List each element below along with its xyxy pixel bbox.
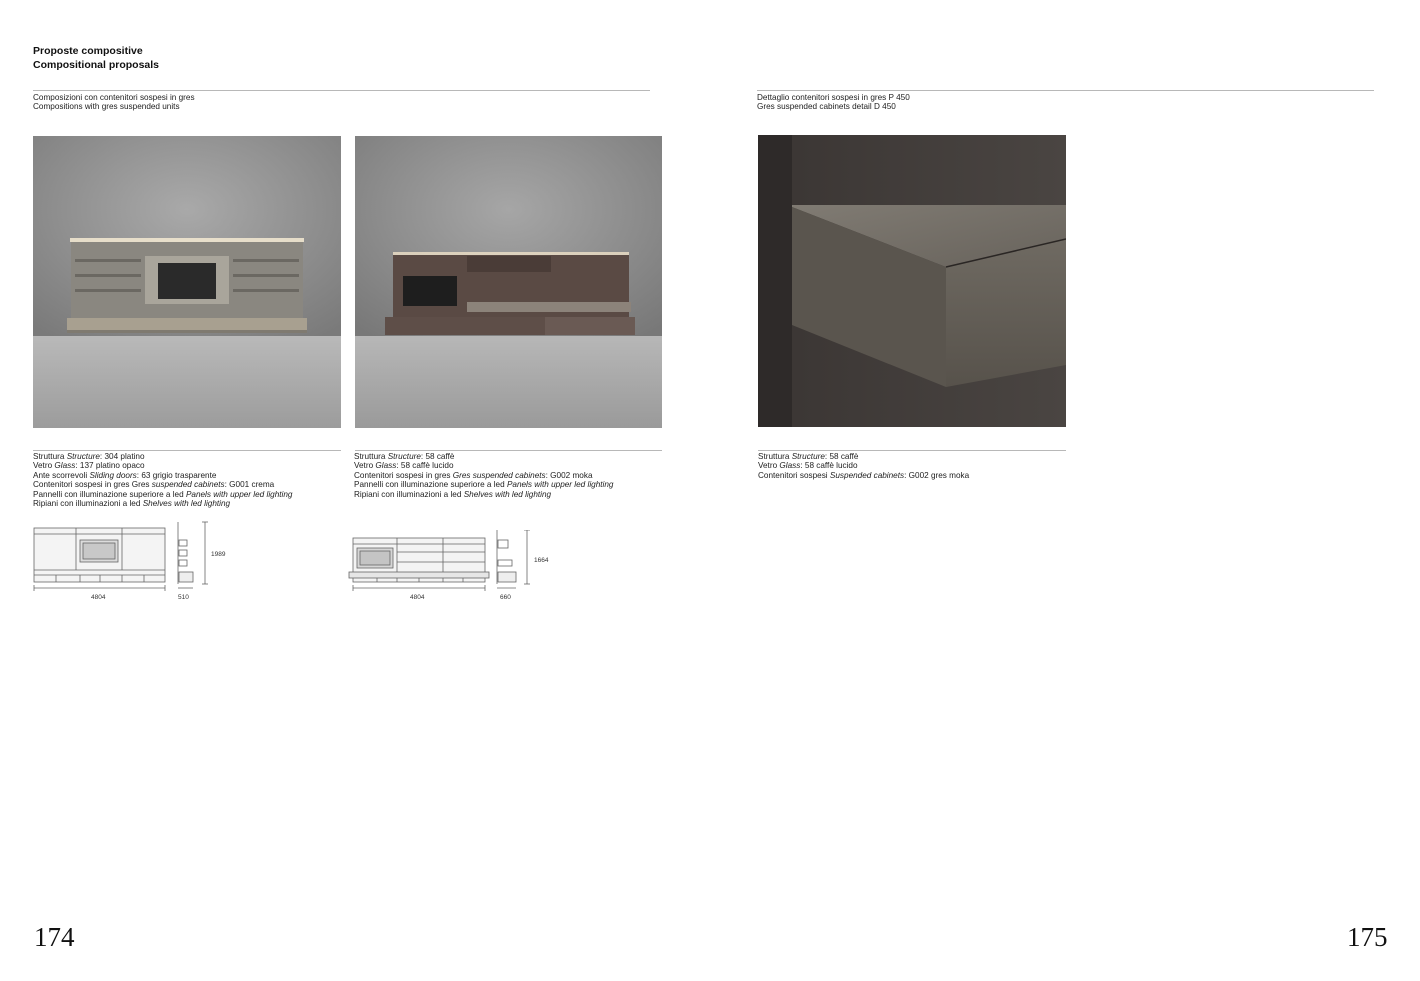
spec-line: Vetro Glass: 58 caffè lucido [354,461,454,471]
spec-line: Vetro Glass: 137 platino opaco [33,461,145,471]
right-section-caption-en: Gres suspended cabinets detail D 450 [757,102,896,112]
left-section-caption-en: Compositions with gres suspended units [33,102,180,112]
height-dimension: 1989 [211,551,226,558]
spec-line: Struttura Structure: 304 platino [33,452,145,461]
spec-line: Vetro Glass: 58 caffè lucido [758,461,858,471]
right-top-rule [757,90,1374,91]
right-section-caption [757,93,910,112]
right-section-caption-it: Dettaglio contenitori sospesi in gres P 450 [757,93,910,102]
detail-specs [758,452,969,480]
spec-line: Contenitori sospesi in gres Gres suspended cabinets: G001 crema [33,480,275,490]
depth-dimension: 660 [500,594,511,601]
spec-line: Pannelli con illuminazione superiore a led Panels with upper led lighting [33,489,293,499]
technical-drawing-2 [347,530,557,606]
spec-line: Ante scorrevoli Sliding doors: 63 grigio trasparente [33,470,217,480]
left-section-caption [33,93,195,112]
depth-dimension: 510 [178,594,189,601]
left-top-rule [33,90,650,91]
page-header [33,45,159,72]
spec-line: Contenitori sospesi Suspended cabinets: G002 gres moka [758,470,970,480]
width-dimension: 4804 [410,594,425,601]
height-dimension: 1664 [534,557,549,564]
spec-line: Struttura Structure: 58 caffè [354,452,455,461]
detail-photo [758,135,1066,427]
page-number-left: 174 [34,922,75,952]
composition-specs-1 [33,452,292,508]
spec-line: Contenitori sospesi in gres Gres suspended cabinets: G002 moka [354,470,593,480]
left-section-caption-it: Composizioni con contenitori sospesi in gres [33,93,195,102]
spec-line: Ripiani con illuminazioni a led Shelves with led lighting [33,499,231,509]
header-title-en: Compositional proposals [33,58,160,71]
width-dimension: 4804 [91,594,106,601]
spec-line: Struttura Structure: 58 caffè [758,452,859,461]
spec-line: Ripiani con illuminazioni a led Shelves with led lighting [354,489,552,499]
caption-rule-1 [33,450,341,451]
caption-rule-3 [758,450,1066,451]
composition-photo-2 [355,136,662,428]
composition-photo-1 [33,136,341,428]
page-number-right: 175 [1347,922,1388,952]
spec-line: Pannelli con illuminazione superiore a led Panels with upper led lighting [354,480,614,490]
caption-rule-2 [355,450,662,451]
composition-specs-2 [354,452,613,499]
header-title-it: Proposte compositive [33,45,143,57]
technical-drawing-1 [30,520,230,606]
